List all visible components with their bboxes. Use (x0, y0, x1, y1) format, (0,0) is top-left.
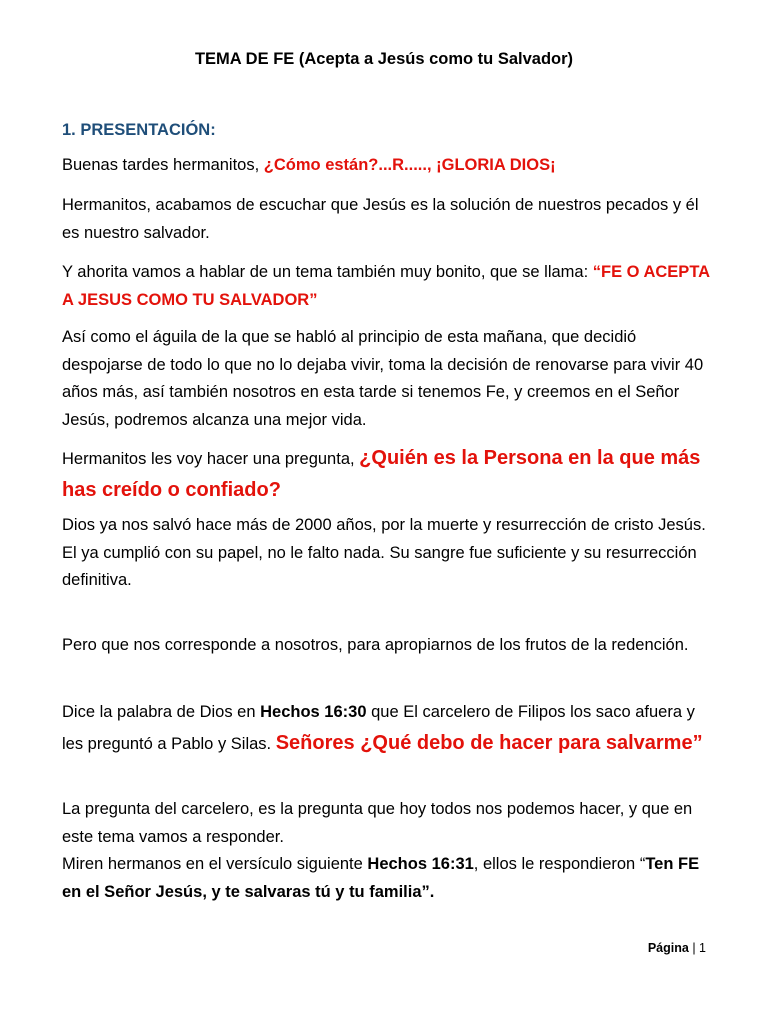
intro-text: Hermanitos, acabamos de escuchar que Jesús es la solución de nuestros pecados y él es nuestro salvador. (62, 196, 699, 242)
paragraph-eagle (62, 324, 712, 434)
greeting-red-text: ¿Cómo están?...R....., ¡GLORIA DIOS¡ (263, 156, 556, 174)
answer-post-text: , ellos le respondieron (473, 855, 640, 873)
question-text: Hermanitos les voy hacer una pregunta, (62, 450, 360, 468)
acts-16-30-reference: Hechos 16:30 (260, 703, 367, 721)
answer-bold-quote: Ten FE en el Señor Jesús, y te salvaras tú y tu familia”. (62, 855, 700, 901)
eagle-text: Así como el águila de la que se habló al principio de esta mañana, que decidió despojarse de todo lo que no lo dejaba vivir, toma la decisión de renovarse para vivir 40 años más, así también nosotros en esta tarde si tenemos Fe, y creemos en el Señor Jesús, podremos alcanza una mejor vida. (62, 328, 704, 429)
footer-page-label: Página (647, 941, 689, 955)
section-heading: 1. PRESENTACIÓN: (62, 121, 216, 139)
paragraph-intro (62, 192, 712, 247)
paragraph-answer (62, 796, 712, 906)
page-footer (648, 941, 706, 955)
quote-open-mark: “ (639, 855, 646, 873)
acts-16-31-reference: Hechos 16:31 (367, 855, 474, 873)
paragraph-salvation (62, 512, 712, 595)
footer-page-number: 1 (699, 941, 706, 955)
paragraph-greeting (62, 152, 712, 180)
acts-pre-text: Dice la palabra de Dios en (62, 703, 261, 721)
topic-red-title: “FE O ACEPTA A JESUS COMO TU SALVADOR” (62, 263, 710, 309)
footer-separator: | (688, 941, 700, 955)
greeting-text: Buenas tardes hermanitos, (62, 156, 264, 174)
paragraph-redemption (62, 632, 712, 660)
salvation-line-1: Dios ya nos salvó hace más de 2000 años, por la muerte y resurrección de cristo Jesús. (62, 516, 706, 534)
paragraph-question (62, 443, 712, 507)
answer-line-1: La pregunta del carcelero, es la pregunta que hoy todos nos podemos hacer, y que en este tema vamos a responder. (62, 800, 693, 846)
answer-line-2 (62, 851, 712, 906)
salvation-line-2: El ya cumplió con su papel, no le falto nada. Su sangre fue suficiente y su resurrección definitiva. (62, 543, 697, 589)
acts-post-text: que El carcelero de Filipos los saco afuera y les preguntó a Pablo y Silas. (62, 703, 695, 753)
topic-text: Y ahorita vamos a hablar de un tema también muy bonito, que se llama: (62, 263, 593, 281)
acts-red-question: Señores ¿Qué debo de hacer para salvarme” (275, 732, 703, 754)
paragraph-topic (62, 259, 712, 314)
answer-pre-text: Miren hermanos en el versículo siguiente (62, 855, 368, 873)
document-title: TEMA DE FE (Acepta a Jesús como tu Salvador) (194, 50, 574, 68)
question-red-text: ¿Quién es la Persona en la que más has creído o confiado? (62, 447, 701, 501)
redemption-text: Pero que nos corresponde a nosotros, para apropiarnos de los frutos de la redención. (62, 636, 689, 654)
paragraph-acts-16-30 (62, 697, 712, 760)
